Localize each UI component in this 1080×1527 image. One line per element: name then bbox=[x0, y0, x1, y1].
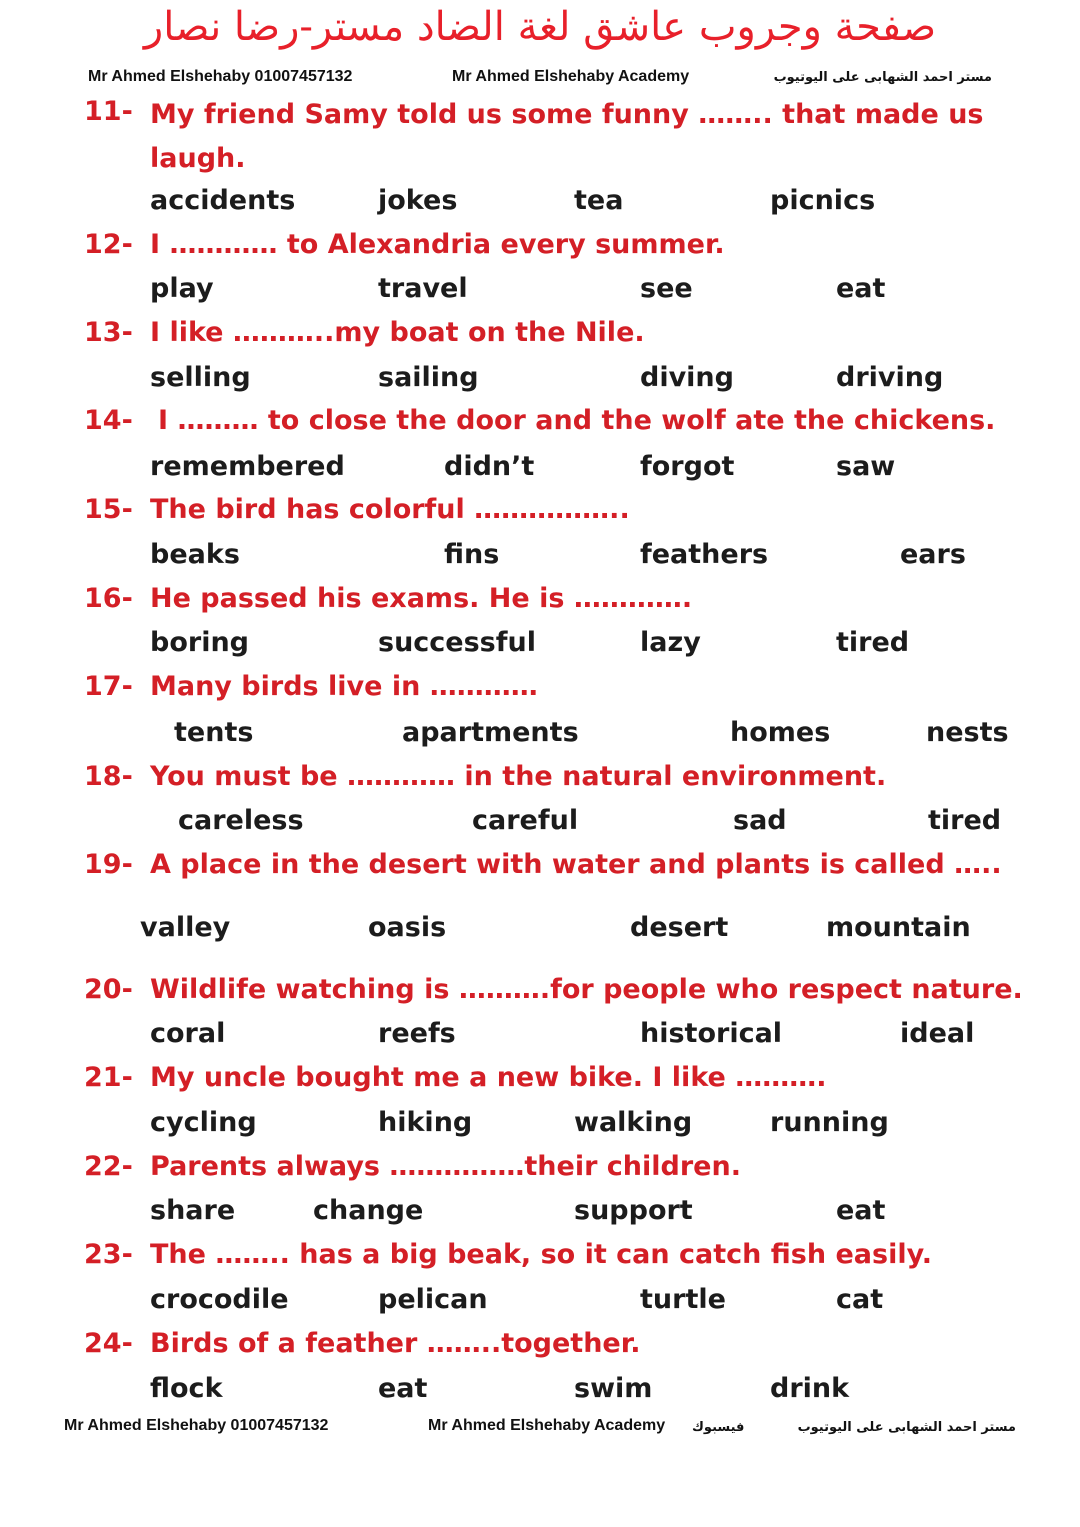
option-text: tea bbox=[574, 185, 624, 216]
footer-facebook: فيسبوك bbox=[692, 1420, 745, 1435]
question-number: 19- bbox=[84, 849, 133, 880]
footer-academy: Mr Ahmed Elshehaby Academy bbox=[428, 1417, 666, 1434]
option-text: nests bbox=[926, 717, 1009, 748]
option-text: change bbox=[313, 1195, 424, 1226]
option-text: drink bbox=[770, 1373, 850, 1404]
option-text: crocodile bbox=[150, 1284, 289, 1315]
question-number: 16- bbox=[84, 583, 133, 614]
option-text: selling bbox=[150, 362, 251, 393]
option-text: ears bbox=[900, 539, 966, 570]
option-text: didn’t bbox=[444, 451, 535, 482]
option-text: mountain bbox=[826, 912, 971, 943]
option-text: travel bbox=[378, 273, 468, 304]
option-text: apartments bbox=[402, 717, 579, 748]
question-text: Parents always ……………their children. bbox=[150, 1151, 741, 1182]
question-text: I like ………..my boat on the Nile. bbox=[150, 317, 645, 348]
option-text: historical bbox=[640, 1018, 783, 1049]
question-number: 21- bbox=[84, 1062, 133, 1093]
question-number: 24- bbox=[84, 1328, 133, 1359]
option-text: coral bbox=[150, 1018, 226, 1049]
option-text: desert bbox=[630, 912, 729, 943]
header-youtube: مستر احمد الشهابى على اليوتيوب bbox=[773, 70, 992, 85]
option-text: sailing bbox=[378, 362, 479, 393]
option-text: careful bbox=[472, 805, 579, 836]
question-number: 20- bbox=[84, 974, 133, 1005]
header-academy: Mr Ahmed Elshehaby Academy bbox=[452, 68, 690, 85]
option-text: ideal bbox=[900, 1018, 975, 1049]
option-text: picnics bbox=[770, 185, 876, 216]
option-text: eat bbox=[378, 1373, 428, 1404]
option-text: homes bbox=[730, 717, 831, 748]
option-text: pelican bbox=[378, 1284, 488, 1315]
option-text: jokes bbox=[378, 185, 458, 216]
option-text: saw bbox=[836, 451, 896, 482]
option-text: accidents bbox=[150, 185, 296, 216]
option-text: share bbox=[150, 1195, 236, 1226]
option-text: diving bbox=[640, 362, 734, 393]
option-text: cat bbox=[836, 1284, 884, 1315]
question-text: Many birds live in ………… bbox=[150, 671, 538, 702]
question-number: 17- bbox=[84, 671, 133, 702]
header-teacher-phone: Mr Ahmed Elshehaby 01007457132 bbox=[88, 68, 353, 85]
option-text: sad bbox=[733, 805, 787, 836]
option-text: driving bbox=[836, 362, 944, 393]
option-text: running bbox=[770, 1107, 889, 1138]
option-text: tired bbox=[836, 627, 910, 658]
option-text: tents bbox=[174, 717, 254, 748]
option-text: tired bbox=[928, 805, 1002, 836]
option-text: feathers bbox=[640, 539, 769, 570]
option-text: remembered bbox=[150, 451, 345, 482]
option-text: forgot bbox=[640, 451, 735, 482]
question-number: 23- bbox=[84, 1239, 133, 1270]
footer-youtube: مستر احمد الشهابى على اليوتيوب bbox=[797, 1420, 1016, 1435]
footer-teacher-phone: Mr Ahmed Elshehaby 01007457132 bbox=[64, 1417, 329, 1434]
option-text: turtle bbox=[640, 1284, 726, 1315]
option-text: eat bbox=[836, 273, 886, 304]
question-number: 11- bbox=[84, 96, 133, 127]
option-text: lazy bbox=[640, 627, 701, 658]
question-text: Wildlife watching is ……….for people who respect nature. bbox=[150, 974, 1023, 1005]
option-text: beaks bbox=[150, 539, 240, 570]
option-text: swim bbox=[574, 1373, 653, 1404]
question-text: You must be ………… in the natural environment. bbox=[150, 761, 887, 792]
option-text: fins bbox=[444, 539, 500, 570]
question-number: 12- bbox=[84, 229, 133, 260]
option-text: boring bbox=[150, 627, 249, 658]
question-text: The …….. has a big beak, so it can catch fish easily. bbox=[150, 1239, 932, 1270]
option-text: oasis bbox=[368, 912, 447, 943]
option-text: walking bbox=[574, 1107, 693, 1138]
question-text: He passed his exams. He is …………. bbox=[150, 583, 693, 614]
question-text: The bird has colorful …………….. bbox=[150, 494, 630, 525]
question-text: My friend Samy told us some funny …….. that made us laugh. bbox=[150, 99, 984, 174]
option-text: valley bbox=[140, 912, 231, 943]
question-text: I ……… to close the door and the wolf ate the chickens. bbox=[158, 405, 996, 436]
option-text: careless bbox=[178, 805, 304, 836]
option-text: reefs bbox=[378, 1018, 456, 1049]
question-number: 18- bbox=[84, 761, 133, 792]
question-text: I ………… to Alexandria every summer. bbox=[150, 229, 725, 260]
question-number: 15- bbox=[84, 494, 133, 525]
question-text: Birds of a feather ……..together. bbox=[150, 1328, 641, 1359]
question-number: 13- bbox=[84, 317, 133, 348]
option-text: cycling bbox=[150, 1107, 257, 1138]
option-text: eat bbox=[836, 1195, 886, 1226]
question-number: 14- bbox=[84, 405, 133, 436]
question-text: A place in the desert with water and plants is called ….. bbox=[150, 849, 1002, 880]
option-text: flock bbox=[150, 1373, 223, 1404]
option-text: hiking bbox=[378, 1107, 473, 1138]
page-title: صفحة وجروب عاشق لغة الضاد مستر-رضا نصار bbox=[143, 4, 937, 50]
question-text: My uncle bought me a new bike. I like ………. bbox=[150, 1062, 827, 1093]
option-text: successful bbox=[378, 627, 536, 658]
question-number: 22- bbox=[84, 1151, 133, 1182]
option-text: play bbox=[150, 273, 214, 304]
option-text: support bbox=[574, 1195, 693, 1226]
option-text: see bbox=[640, 273, 693, 304]
